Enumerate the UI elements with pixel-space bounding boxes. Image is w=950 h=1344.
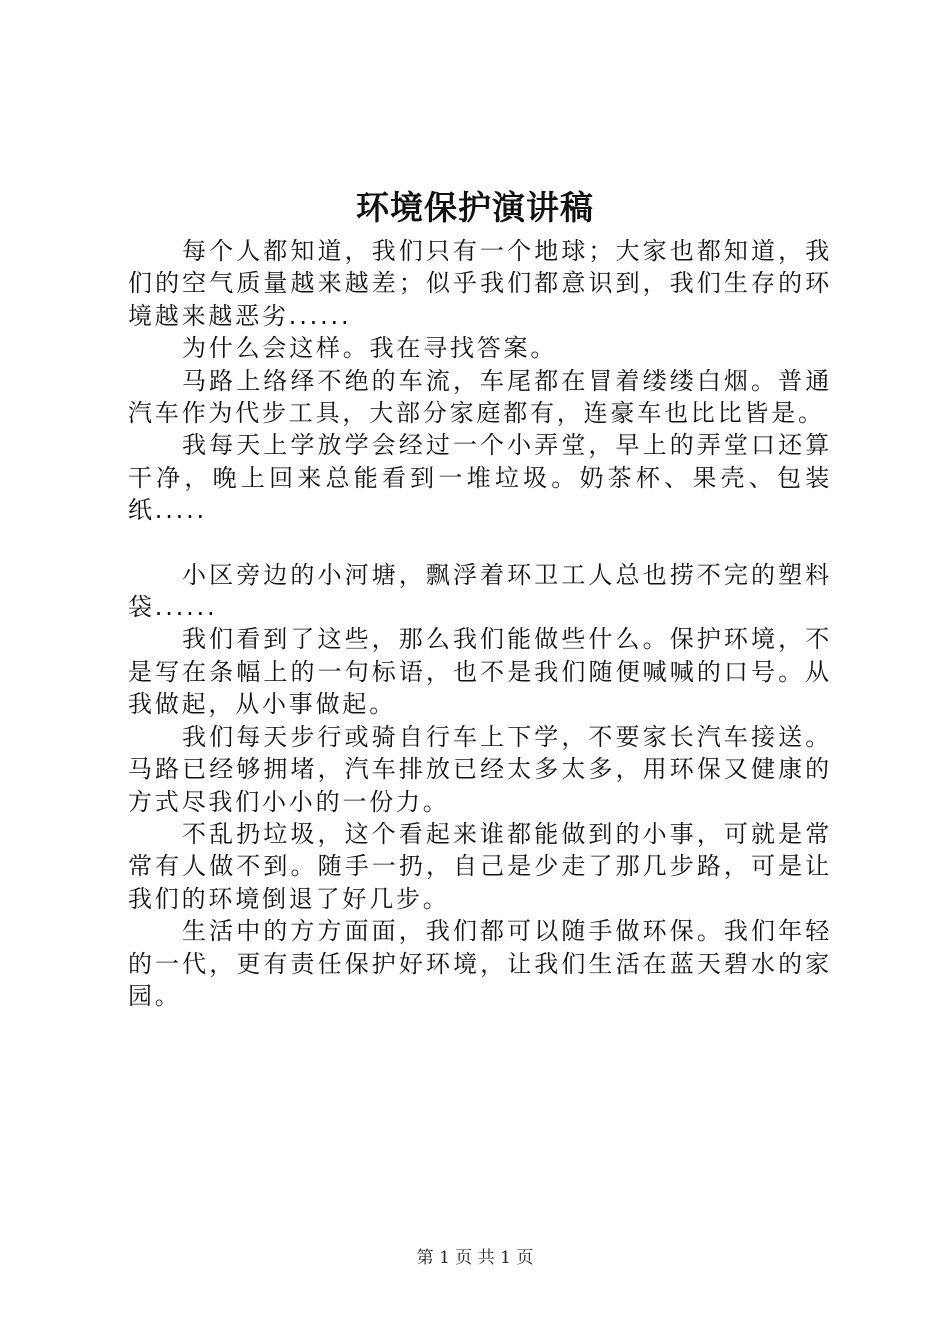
- paragraph-9: 生活中的方方面面，我们都可以随手做环保。我们年轻的一代，更有责任保护好环境，让我们生活在蓝天碧水的家园。: [128, 917, 832, 1010]
- paragraph-2: 为什么会这样。我在寻找答案。: [182, 334, 558, 363]
- blank-line: [128, 527, 832, 559]
- paragraph-3: 马路上络绎不绝的车流，车尾都在冒着缕缕白烟。普通汽车作为代步工具，大部分家庭都有，连豪车也比比皆是。: [128, 366, 832, 428]
- paragraph-7: 我们每天步行或骑自行车上下学，不要家长汽车接送。马路已经够拥堵，汽车排放已经太多太多，用环保又健康的方式尽我们小小的一份力。: [128, 722, 832, 816]
- paragraph-6: 我们看到了这些，那么我们能做些什么。保护环境，不是写在条幅上的一句标语，也不是我们随便喊喊的口号。从我做起，从小事做起。: [128, 625, 832, 719]
- document-title: 环境保护演讲稿: [356, 188, 594, 227]
- paragraph-8: 不乱扔垃圾，这个看起来谁都能做到的小事，可就是常常有人做不到。随手一扔，自己是少走了那几步路，可是让我们的环境倒退了好几步。: [128, 819, 832, 913]
- document-body: [128, 235, 832, 1012]
- paragraph-4: 我每天上学放学会经过一个小弄堂，早上的弄堂口还算干净，晚上回来总能看到一堆垃圾。奶茶杯、果壳、包装纸.....: [128, 431, 832, 525]
- paragraph-5: 小区旁边的小河塘，飘浮着环卫工人总也捞不完的塑料袋......: [128, 560, 832, 622]
- paragraph-1: 每个人都知道，我们只有一个地球；大家也都知道，我们的空气质量越来越差；似乎我们都意识到，我们生存的环境越来越恶劣......: [128, 237, 832, 330]
- page-number-footer: 第 1 页 共 1 页: [416, 1248, 534, 1268]
